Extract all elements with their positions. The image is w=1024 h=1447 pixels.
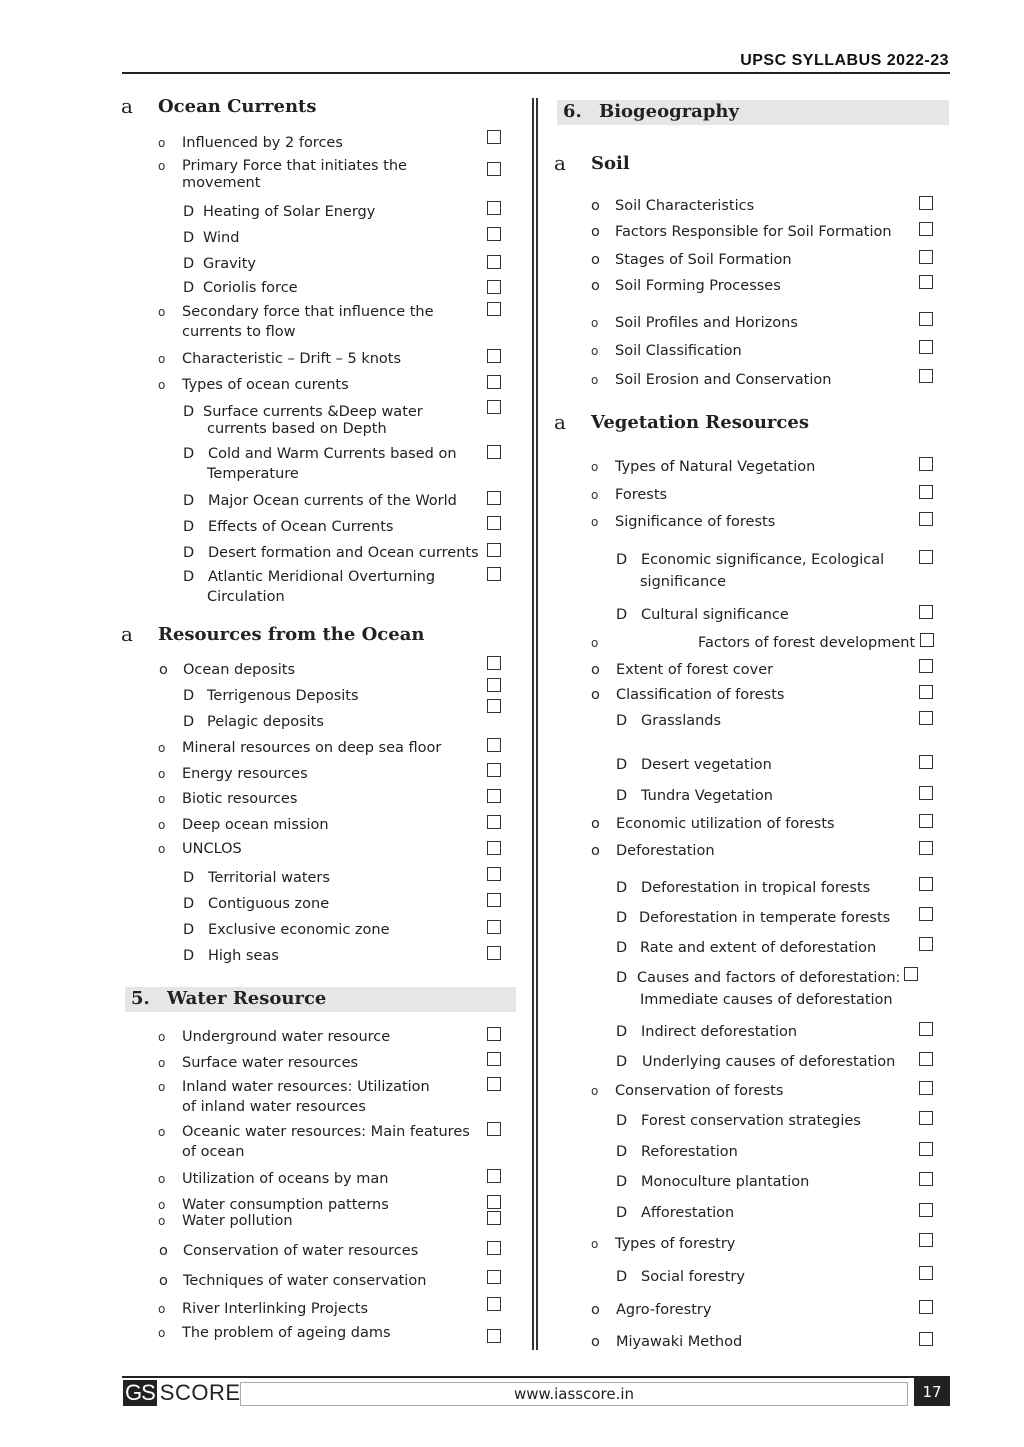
topic-checkbox[interactable]	[487, 302, 501, 316]
subtopic-checkbox[interactable]	[919, 937, 933, 951]
bullet-o: o	[158, 1030, 166, 1044]
subtopic-label: Deforestation in temperate forests	[639, 910, 891, 926]
section-title-vegetation: Vegetation Resources	[591, 412, 809, 433]
topic-checkbox[interactable]	[487, 1241, 501, 1255]
topic-label: Primary Force that initiates the	[182, 158, 407, 174]
topic-label: Surface water resources	[182, 1055, 359, 1071]
section-marker: a	[121, 622, 133, 646]
bullet-d: D	[183, 545, 195, 561]
section-title-water-resource: Water Resource	[167, 988, 327, 1009]
topic-checkbox[interactable]	[487, 1270, 501, 1284]
topic-label: Stages of Soil Formation	[615, 252, 792, 268]
topic-label: Water pollution	[182, 1213, 293, 1229]
bullet-o: o	[591, 816, 600, 832]
bullet-o: o	[158, 1080, 166, 1094]
topic-label: Types of ocean curents	[182, 377, 349, 393]
subtopic-label: Tundra Vegetation	[641, 788, 773, 804]
page-number: 17	[914, 1378, 950, 1406]
bullet-o: o	[158, 818, 166, 832]
subtopic-label: High seas	[208, 948, 279, 964]
section-title-ocean-currents: Ocean Currents	[158, 96, 317, 117]
footer-rule	[122, 1376, 950, 1378]
bullet-d: D	[616, 757, 628, 773]
subtopic-label: Monoculture plantation	[641, 1174, 810, 1190]
subtopic-label: Gravity	[203, 256, 256, 272]
topic-checkbox[interactable]	[919, 659, 933, 673]
bullet-o: o	[158, 159, 166, 173]
subtopic-checkbox[interactable]	[919, 755, 933, 769]
bullet-o: o	[591, 488, 599, 502]
subtopic-checkbox[interactable]	[487, 567, 501, 581]
gs-score-logo	[123, 1380, 241, 1406]
bullet-d: D	[616, 552, 628, 568]
topic-checkbox[interactable]	[487, 1329, 501, 1343]
topic-label-continued: of inland water resources	[182, 1099, 366, 1115]
topic-checkbox[interactable]	[919, 457, 933, 471]
bullet-o: o	[158, 792, 166, 806]
topic-checkbox[interactable]	[487, 763, 501, 777]
topic-checkbox[interactable]	[487, 1297, 501, 1311]
bullet-d: D	[183, 256, 195, 272]
bullet-o: o	[591, 636, 599, 650]
subtopic-checkbox[interactable]	[487, 400, 501, 414]
topic-checkbox[interactable]	[919, 369, 933, 383]
topic-label: Agro-forestry	[616, 1302, 712, 1318]
subtopic-label: Terrigenous Deposits	[207, 688, 359, 704]
subtopic-label: Major Ocean currents of the World	[208, 493, 457, 509]
topic-checkbox[interactable]	[487, 815, 501, 829]
subtopic-checkbox[interactable]	[487, 516, 501, 530]
topic-checkbox[interactable]	[487, 1169, 501, 1183]
bullet-d: D	[616, 1269, 628, 1285]
topic-label: Types of Natural Vegetation	[615, 459, 816, 475]
topic-label: Factors Responsible for Soil Formation	[615, 224, 892, 240]
bullet-d: D	[616, 1174, 628, 1190]
bullet-o: o	[591, 344, 599, 358]
topic-label-continued: of ocean	[182, 1144, 245, 1160]
topic-label: Utilization of oceans by man	[182, 1171, 389, 1187]
topic-label: Water consumption patterns	[182, 1197, 389, 1213]
subtopic-checkbox[interactable]	[904, 967, 918, 981]
topic-checkbox[interactable]	[919, 340, 933, 354]
bullet-o: o	[591, 687, 600, 703]
bullet-o: o	[591, 224, 600, 240]
topic-label: Techniques of water conservation	[183, 1273, 427, 1289]
subtopic-label-continued: Circulation	[207, 589, 285, 605]
bullet-d: D	[616, 880, 628, 896]
topic-label: Mineral resources on deep sea floor	[182, 740, 442, 756]
topic-label: Influenced by 2 forces	[182, 135, 343, 151]
subtopic-label: Reforestation	[641, 1144, 738, 1160]
bullet-o: o	[591, 1237, 599, 1251]
header-rule	[122, 72, 950, 74]
bullet-o: o	[591, 843, 600, 859]
subtopic-label: Surface currents &Deep water	[203, 404, 423, 420]
bullet-o: o	[591, 252, 600, 268]
subtopic-checkbox[interactable]	[487, 893, 501, 907]
topic-checkbox[interactable]	[919, 222, 933, 236]
subtopic-label-continued: significance	[640, 574, 727, 590]
topic-checkbox[interactable]	[919, 275, 933, 289]
topic-checkbox[interactable]	[919, 1233, 933, 1247]
subtopic-label: Coriolis force	[203, 280, 298, 296]
topic-checkbox[interactable]	[919, 196, 933, 210]
bullet-d: D	[183, 404, 195, 420]
subtopic-label: Effects of Ocean Currents	[208, 519, 394, 535]
subtopic-checkbox[interactable]	[919, 1022, 933, 1036]
bullet-d: D	[616, 1144, 628, 1160]
subtopic-checkbox[interactable]	[919, 877, 933, 891]
bullet-o: o	[591, 662, 600, 678]
subtopic-checkbox[interactable]	[919, 550, 933, 564]
subtopic-checkbox[interactable]	[487, 201, 501, 215]
topic-checkbox[interactable]	[919, 250, 933, 264]
topic-label: Secondary force that influence the	[182, 304, 434, 320]
subtopic-label: Desert vegetation	[641, 757, 772, 773]
topic-checkbox[interactable]	[487, 1195, 501, 1209]
topic-label: Biotic resources	[182, 791, 298, 807]
bullet-o: o	[591, 1302, 600, 1318]
topic-checkbox[interactable]	[487, 789, 501, 803]
topic-label: Soil Erosion and Conservation	[615, 372, 832, 388]
topic-label: Oceanic water resources: Main features	[182, 1124, 470, 1140]
topic-label: Deforestation	[616, 843, 715, 859]
topic-checkbox[interactable]	[919, 485, 933, 499]
topic-checkbox[interactable]	[919, 512, 933, 526]
bullet-d: D	[183, 688, 195, 704]
topic-label: Economic utilization of forests	[616, 816, 835, 832]
subtopic-checkbox[interactable]	[919, 1172, 933, 1186]
subtopic-checkbox[interactable]	[487, 227, 501, 241]
subtopic-label: Underlying causes of deforestation	[642, 1054, 896, 1070]
section-title-soil: Soil	[591, 153, 630, 174]
bullet-o: o	[158, 842, 166, 856]
topic-checkbox[interactable]	[487, 349, 501, 363]
bullet-o: o	[158, 1214, 166, 1228]
subtopic-label: Social forestry	[641, 1269, 745, 1285]
bullet-d: D	[616, 1024, 628, 1040]
subtopic-label: Cold and Warm Currents based on	[208, 446, 457, 462]
topic-label: Underground water resource	[182, 1029, 391, 1045]
subtopic-checkbox[interactable]	[919, 907, 933, 921]
topic-label: The problem of ageing dams	[182, 1325, 391, 1341]
bullet-d: D	[183, 870, 195, 886]
topic-checkbox[interactable]	[487, 656, 501, 670]
topic-label: Energy resources	[182, 766, 308, 782]
footer-url[interactable]: www.iasscore.in	[240, 1382, 908, 1406]
topic-checkbox[interactable]	[487, 1077, 501, 1091]
bullet-d: D	[183, 922, 195, 938]
bullet-d: D	[183, 493, 195, 509]
bullet-o: o	[591, 316, 599, 330]
subtopic-checkbox[interactable]	[487, 678, 501, 692]
subtopic-checkbox[interactable]	[919, 1142, 933, 1156]
bullet-o: o	[158, 352, 166, 366]
topic-checkbox[interactable]	[919, 814, 933, 828]
topic-label: Ocean deposits	[183, 662, 296, 678]
subtopic-checkbox[interactable]	[487, 543, 501, 557]
subtopic-label: Exclusive economic zone	[208, 922, 390, 938]
topic-label: UNCLOS	[182, 841, 242, 857]
bullet-d: D	[616, 970, 628, 986]
section-marker: a	[121, 94, 133, 118]
topic-label: Soil Profiles and Horizons	[615, 315, 798, 331]
subtopic-checkbox[interactable]	[919, 1052, 933, 1066]
topic-checkbox[interactable]	[487, 738, 501, 752]
topic-label: Characteristic – Drift – 5 knots	[182, 351, 402, 367]
subtopic-label-continued: Immediate causes of deforestation	[640, 992, 893, 1008]
bullet-d: D	[183, 948, 195, 964]
bullet-o: o	[158, 1056, 166, 1070]
topic-checkbox[interactable]	[919, 1300, 933, 1314]
subtopic-label: Forest conservation strategies	[641, 1113, 861, 1129]
topic-label: Extent of forest cover	[616, 662, 774, 678]
subtopic-checkbox[interactable]	[487, 867, 501, 881]
topic-label: Conservation of forests	[615, 1083, 784, 1099]
logo-gs: GS	[125, 1380, 155, 1405]
bullet-o: o	[158, 1326, 166, 1340]
subtopic-label: Rate and extent of deforestation	[640, 940, 877, 956]
subtopic-checkbox[interactable]	[919, 1111, 933, 1125]
topic-label: Inland water resources: Utilization	[182, 1079, 430, 1095]
bullet-d: D	[183, 519, 195, 535]
bullet-d: D	[183, 230, 195, 246]
bullet-o: o	[591, 198, 600, 214]
subtopic-label-continued: currents based on Depth	[207, 421, 387, 437]
bullet-d: D	[183, 714, 195, 730]
subtopic-checkbox[interactable]	[919, 711, 933, 725]
bullet-o: o	[159, 1273, 168, 1289]
topic-checkbox[interactable]	[919, 1081, 933, 1095]
bullet-d: D	[183, 569, 195, 585]
topic-label: Conservation of water resources	[183, 1243, 419, 1259]
bullet-o: o	[159, 662, 168, 678]
topic-checkbox[interactable]	[487, 1052, 501, 1066]
subtopic-label: Cultural significance	[641, 607, 789, 623]
bullet-d: D	[616, 910, 628, 926]
topic-checkbox[interactable]	[919, 312, 933, 326]
topic-checkbox[interactable]	[487, 1122, 501, 1136]
topic-label-continued: currents to flow	[182, 324, 296, 340]
bullet-o: o	[158, 767, 166, 781]
subtopic-checkbox[interactable]	[919, 786, 933, 800]
subtopic-label: Contiguous zone	[208, 896, 330, 912]
topic-label: Factors of forest development	[698, 635, 916, 651]
section-marker: a	[554, 151, 566, 175]
subtopic-label: Economic significance, Ecological	[641, 552, 885, 568]
subtopic-label-continued: Temperature	[207, 466, 299, 482]
bullet-d: D	[616, 940, 628, 956]
topic-checkbox[interactable]	[919, 685, 933, 699]
subtopic-label: Afforestation	[641, 1205, 735, 1221]
subtopic-label: Wind	[203, 230, 240, 246]
bullet-o: o	[591, 460, 599, 474]
bullet-d: D	[616, 1205, 628, 1221]
running-header: UPSC SYLLABUS 2022-23	[740, 52, 949, 69]
topic-checkbox[interactable]	[919, 1332, 933, 1346]
topic-label: Significance of forests	[615, 514, 776, 530]
subtopic-checkbox[interactable]	[919, 605, 933, 619]
bullet-d: D	[616, 788, 628, 804]
bullet-d: D	[183, 446, 195, 462]
topic-checkbox[interactable]	[487, 162, 501, 176]
bullet-o: o	[159, 1243, 168, 1259]
bullet-o: o	[158, 378, 166, 392]
bullet-o: o	[158, 305, 166, 319]
subtopic-checkbox[interactable]	[487, 445, 501, 459]
subtopic-label: Atlantic Meridional Overturning	[208, 569, 436, 585]
bullet-o: o	[158, 1125, 166, 1139]
subtopic-label: Pelagic deposits	[207, 714, 324, 730]
subtopic-label: Indirect deforestation	[641, 1024, 798, 1040]
bullet-d: D	[616, 713, 628, 729]
section-title-resources-ocean: Resources from the Ocean	[158, 624, 425, 645]
section-number: 5.	[131, 988, 150, 1009]
bullet-d: D	[183, 280, 195, 296]
subtopic-checkbox[interactable]	[919, 1203, 933, 1217]
column-divider	[532, 98, 538, 1350]
topic-label: Soil Forming Processes	[615, 278, 781, 294]
topic-label: Types of forestry	[615, 1236, 736, 1252]
bullet-o: o	[158, 741, 166, 755]
topic-label: Soil Classification	[615, 343, 742, 359]
section-marker: a	[554, 410, 566, 434]
subtopic-label: Heating of Solar Energy	[203, 204, 376, 220]
topic-label-continued: movement	[182, 175, 261, 191]
section-number: 6.	[563, 101, 582, 122]
subtopic-checkbox[interactable]	[919, 1266, 933, 1280]
topic-label: River Interlinking Projects	[182, 1301, 369, 1317]
bullet-o: o	[158, 136, 166, 150]
topic-label: Soil Characteristics	[615, 198, 755, 214]
subtopic-checkbox[interactable]	[487, 946, 501, 960]
topic-label: Forests	[615, 487, 668, 503]
bullet-o: o	[591, 373, 599, 387]
topic-checkbox[interactable]	[487, 130, 501, 144]
subtopic-checkbox[interactable]	[487, 255, 501, 269]
topic-label: Classification of forests	[616, 687, 785, 703]
bullet-d: D	[183, 896, 195, 912]
topic-checkbox[interactable]	[487, 1211, 501, 1225]
subtopic-label: Grasslands	[641, 713, 722, 729]
subtopic-checkbox[interactable]	[487, 491, 501, 505]
subtopic-label: Territorial waters	[208, 870, 330, 886]
bullet-d: D	[616, 1054, 628, 1070]
subtopic-label: Desert formation and Ocean currents	[208, 545, 479, 561]
subtopic-label: Deforestation in tropical forests	[641, 880, 871, 896]
topic-label: Miyawaki Method	[616, 1334, 743, 1350]
topic-checkbox[interactable]	[487, 375, 501, 389]
bullet-o: o	[158, 1198, 166, 1212]
bullet-o: o	[591, 515, 599, 529]
bullet-d: D	[616, 607, 628, 623]
bullet-d: D	[616, 1113, 628, 1129]
section-title-biogeography: Biogeography	[599, 101, 739, 122]
topic-label: Deep ocean mission	[182, 817, 329, 833]
logo-score: SCORE	[159, 1380, 241, 1405]
subtopic-label: Causes and factors of deforestation:	[637, 970, 901, 986]
bullet-o: o	[158, 1172, 166, 1186]
bullet-d: D	[183, 204, 195, 220]
bullet-o: o	[158, 1302, 166, 1316]
bullet-o: o	[591, 1084, 599, 1098]
bullet-o: o	[591, 1334, 600, 1350]
bullet-o: o	[591, 278, 600, 294]
topic-checkbox[interactable]	[487, 841, 501, 855]
subtopic-checkbox[interactable]	[487, 699, 501, 713]
subtopic-checkbox[interactable]	[487, 920, 501, 934]
subtopic-checkbox[interactable]	[487, 280, 501, 294]
topic-checkbox[interactable]	[487, 1027, 501, 1041]
topic-checkbox[interactable]	[919, 841, 933, 855]
topic-checkbox[interactable]	[920, 633, 934, 647]
